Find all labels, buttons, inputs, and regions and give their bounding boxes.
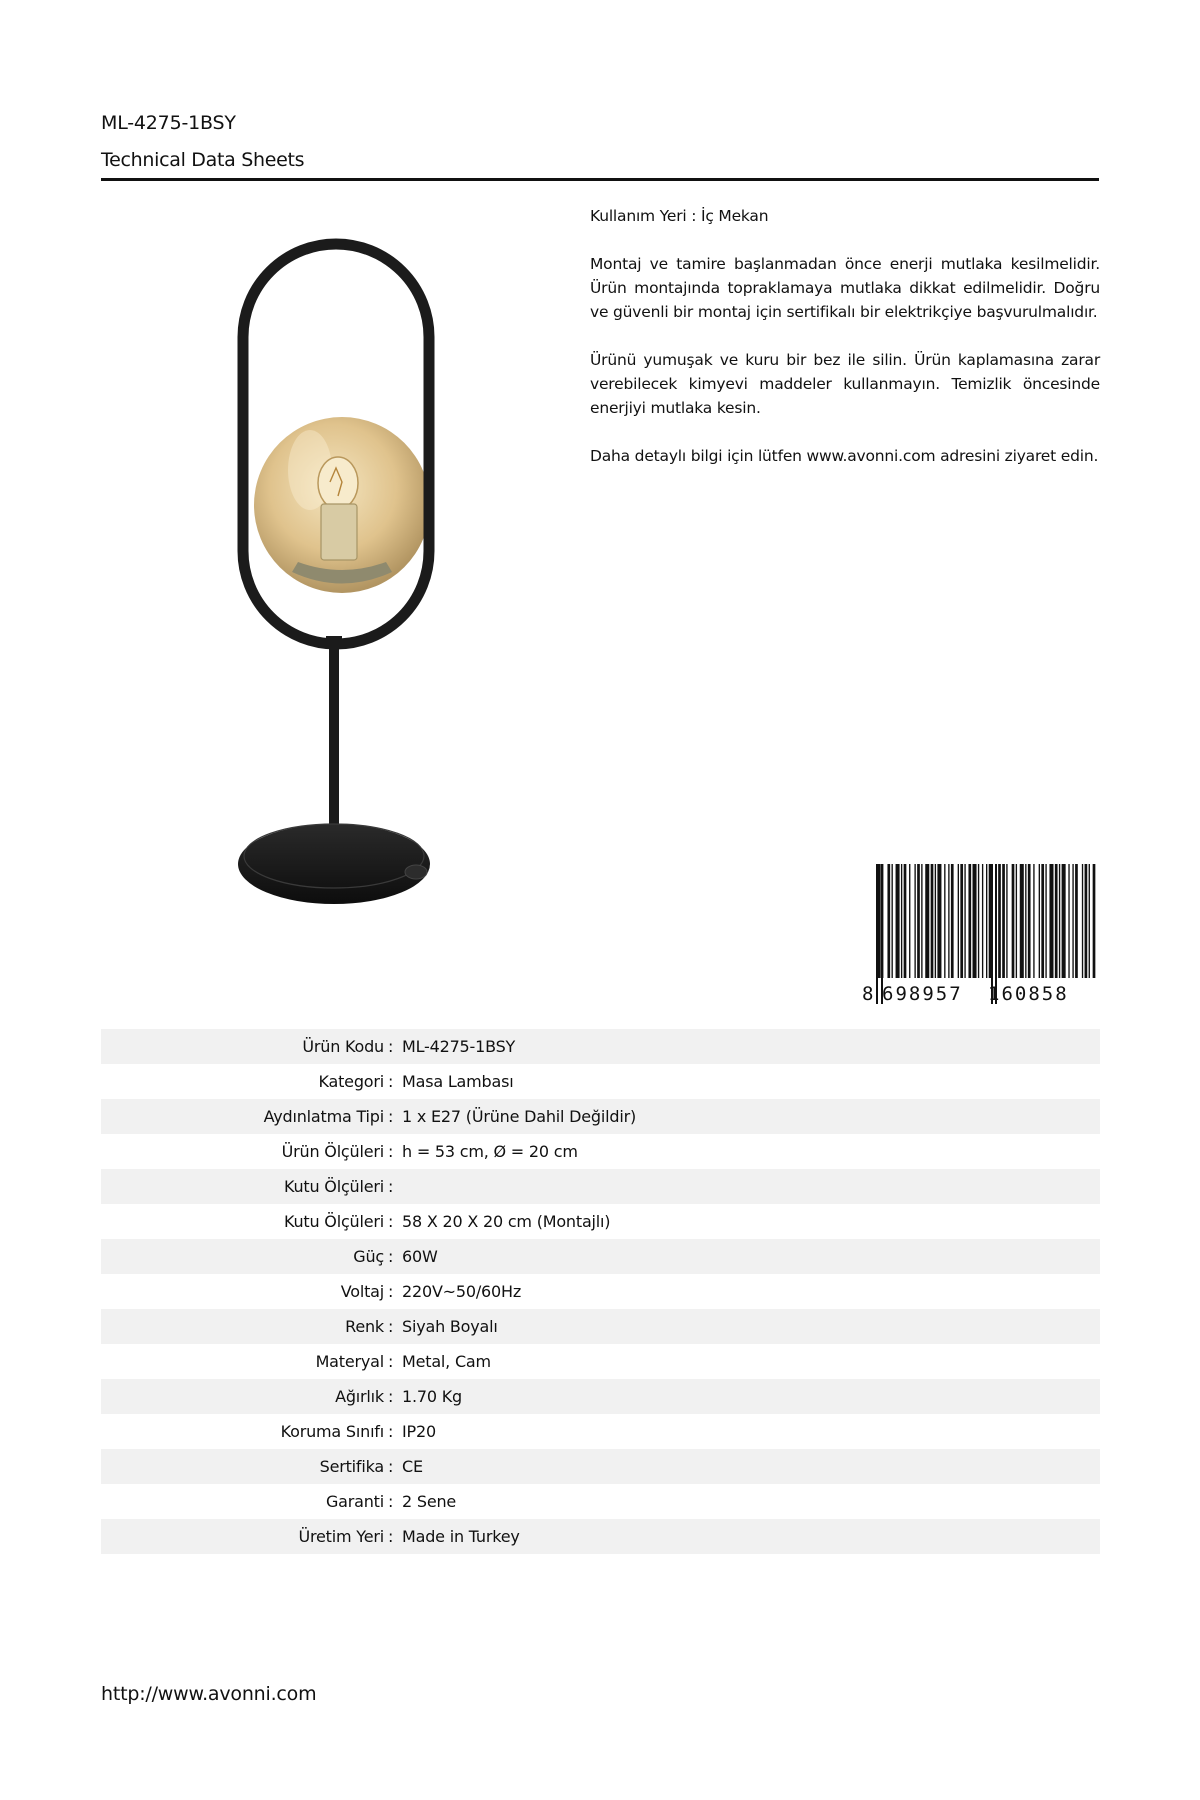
spec-value: 60W [402, 1247, 438, 1266]
barcode-bar [1075, 864, 1078, 978]
info-block [590, 204, 1100, 492]
barcode-bar [1039, 864, 1040, 978]
spec-value: Siyah Boyalı [402, 1317, 498, 1336]
more-info-note: Daha detaylı bilgi için lütfen www.avonni.com adresini ziyaret edin. [590, 447, 1099, 465]
barcode-bar [1006, 864, 1007, 978]
cleaning-note: Ürünü yumuşak ve kuru bir bez ile silin. Ürün kaplamasına zarar verebilecek kimyevi maddeler kullanmayın. Temizlik öncesinde enerjiyi mutlaka kesin. [590, 351, 1100, 417]
spec-row [101, 1519, 1100, 1554]
barcode-bar [917, 864, 920, 978]
safety-note: Montaj ve tamire başlanmadan önce enerji mutlaka kesilmelidir. Ürün montajında topraklamaya mutlaka dikkat edilmelidir. Doğru ve güvenli bir montaj için sertifikalı bir elektrikçiye başvurulmalıdır. [590, 255, 1100, 321]
spec-separator: : [388, 1387, 394, 1406]
barcode-bar [964, 864, 965, 978]
spec-row [101, 1274, 1100, 1309]
barcode-bar [978, 864, 979, 978]
barcode-bar [1025, 864, 1026, 978]
spec-label: Sertifika [319, 1457, 384, 1476]
spec-separator: : [388, 1352, 394, 1371]
spec-separator: : [388, 1072, 394, 1091]
document-code: ML-4275-1BSY [101, 112, 236, 134]
product-barcode [858, 864, 1100, 1006]
barcode-bar [973, 864, 977, 978]
spec-value: Made in Turkey [402, 1527, 520, 1546]
barcode-bar [1059, 864, 1060, 978]
spec-value: 58 X 20 X 20 cm (Montajlı) [402, 1212, 611, 1231]
barcode-bar [1055, 864, 1058, 978]
barcode-bar [1068, 864, 1069, 978]
barcode-bar [958, 864, 959, 978]
barcode-bar [1002, 864, 1005, 978]
barcode-bar [1093, 864, 1096, 978]
spec-label: Kutu Ölçüleri [283, 1212, 384, 1231]
spec-separator: : [388, 1282, 394, 1301]
spec-separator: : [388, 1457, 394, 1476]
barcode-bar [951, 864, 954, 978]
barcode-bar [931, 864, 934, 978]
barcode-bar [896, 864, 900, 978]
table-lamp-image [200, 220, 500, 960]
spec-separator: : [388, 1317, 394, 1336]
barcode-bar [1033, 864, 1034, 978]
spec-row [101, 1204, 1100, 1239]
specifications-table [101, 1029, 1100, 1554]
spec-row [101, 1064, 1100, 1099]
spec-separator: : [388, 1212, 394, 1231]
barcode-bar [925, 864, 929, 978]
barcode-bar [892, 864, 893, 978]
spec-row [101, 1414, 1100, 1449]
spec-value: CE [402, 1457, 423, 1476]
barcode-bar [921, 864, 922, 978]
barcode-bar [878, 864, 881, 978]
barcode-bar [1020, 864, 1024, 978]
spec-label: Voltaj [340, 1282, 384, 1301]
spec-label: Kutu Ölçüleri [283, 1177, 384, 1196]
barcode-bar [1016, 864, 1017, 978]
barcode-bar [901, 864, 902, 978]
spec-row [101, 1099, 1100, 1134]
barcode-bar [1012, 864, 1015, 978]
barcode-bar [1085, 864, 1088, 978]
barcode-bar [1028, 864, 1031, 978]
barcode-bar [1082, 864, 1083, 978]
barcode-bar [937, 864, 941, 978]
spec-value: IP20 [402, 1422, 436, 1441]
spec-row [101, 1134, 1100, 1169]
spec-value: Masa Lambası [402, 1072, 514, 1091]
spec-value: h = 53 cm, Ø = 20 cm [402, 1142, 578, 1161]
barcode-bar [960, 864, 963, 978]
barcode-bar [986, 864, 987, 978]
barcode-bar [1089, 864, 1090, 978]
spec-row [101, 1309, 1100, 1344]
lamp-stem [329, 638, 339, 848]
spec-separator: : [388, 1177, 394, 1196]
spec-value: Metal, Cam [402, 1352, 491, 1371]
barcode-bar [909, 864, 910, 978]
barcode-bar [1062, 864, 1066, 978]
spec-label: Materyal [315, 1352, 384, 1371]
spec-label: Ağırlık [335, 1387, 384, 1406]
barcode-bar [948, 864, 949, 978]
lamp-base [238, 824, 430, 904]
spec-label: Güç [353, 1247, 384, 1266]
spec-value: ML-4275-1BSY [402, 1037, 516, 1056]
barcode-digits-right: 160858 [988, 983, 1069, 1005]
barcode-bar [982, 864, 983, 978]
document-subtitle: Technical Data Sheets [101, 149, 305, 171]
bulb-socket [321, 504, 357, 560]
barcode-bar [1072, 864, 1073, 978]
spec-value: 220V~50/60Hz [402, 1282, 522, 1301]
base-switch [405, 865, 427, 879]
spec-separator: : [388, 1422, 394, 1441]
spec-row [101, 1344, 1100, 1379]
spec-separator: : [388, 1492, 394, 1511]
barcode-bar [904, 864, 907, 978]
spec-row [101, 1239, 1100, 1274]
spec-separator: : [388, 1037, 394, 1056]
spec-separator: : [388, 1107, 394, 1126]
usage-location: Kullanım Yeri : İç Mekan [590, 207, 769, 225]
spec-row [101, 1169, 1100, 1204]
spec-row [101, 1029, 1100, 1064]
barcode-digits-left: 698957 [882, 983, 963, 1005]
spec-value: 2 Sene [402, 1492, 457, 1511]
spec-separator: : [388, 1247, 394, 1266]
spec-row [101, 1484, 1100, 1519]
barcode-bar [1049, 864, 1053, 978]
spec-label: Ürün Ölçüleri [281, 1142, 384, 1161]
spec-label: Renk [345, 1317, 384, 1336]
barcode-bar [944, 864, 945, 978]
barcode-digit-lead: 8 [862, 983, 874, 1005]
spec-label: Koruma Sınıfı [280, 1422, 384, 1441]
footer-url[interactable]: http://www.avonni.com [101, 1683, 317, 1705]
header-divider [101, 178, 1099, 181]
spec-label: Kategori [318, 1072, 384, 1091]
barcode-bar [968, 864, 971, 978]
barcode-bar [935, 864, 936, 978]
barcode-bar [998, 864, 1001, 978]
spec-separator: : [388, 1142, 394, 1161]
spec-label: Aydınlatma Tipi [263, 1107, 384, 1126]
spec-row [101, 1379, 1100, 1414]
spec-row [101, 1449, 1100, 1484]
spec-label: Ürün Kodu [302, 1037, 384, 1056]
spec-separator: : [388, 1527, 394, 1546]
spec-label: Garanti [325, 1492, 384, 1511]
barcode-bar [1041, 864, 1044, 978]
barcode-guard-bar [876, 864, 878, 1004]
filament-bulb [318, 457, 358, 509]
barcode-bar [1045, 864, 1046, 978]
spec-value: 1 x E27 (Ürüne Dahil Değildir) [402, 1107, 636, 1126]
spec-value: 1.70 Kg [402, 1387, 462, 1406]
barcode-bar [914, 864, 915, 978]
spec-label: Üretim Yeri [298, 1527, 384, 1546]
barcode-bar [887, 864, 890, 978]
